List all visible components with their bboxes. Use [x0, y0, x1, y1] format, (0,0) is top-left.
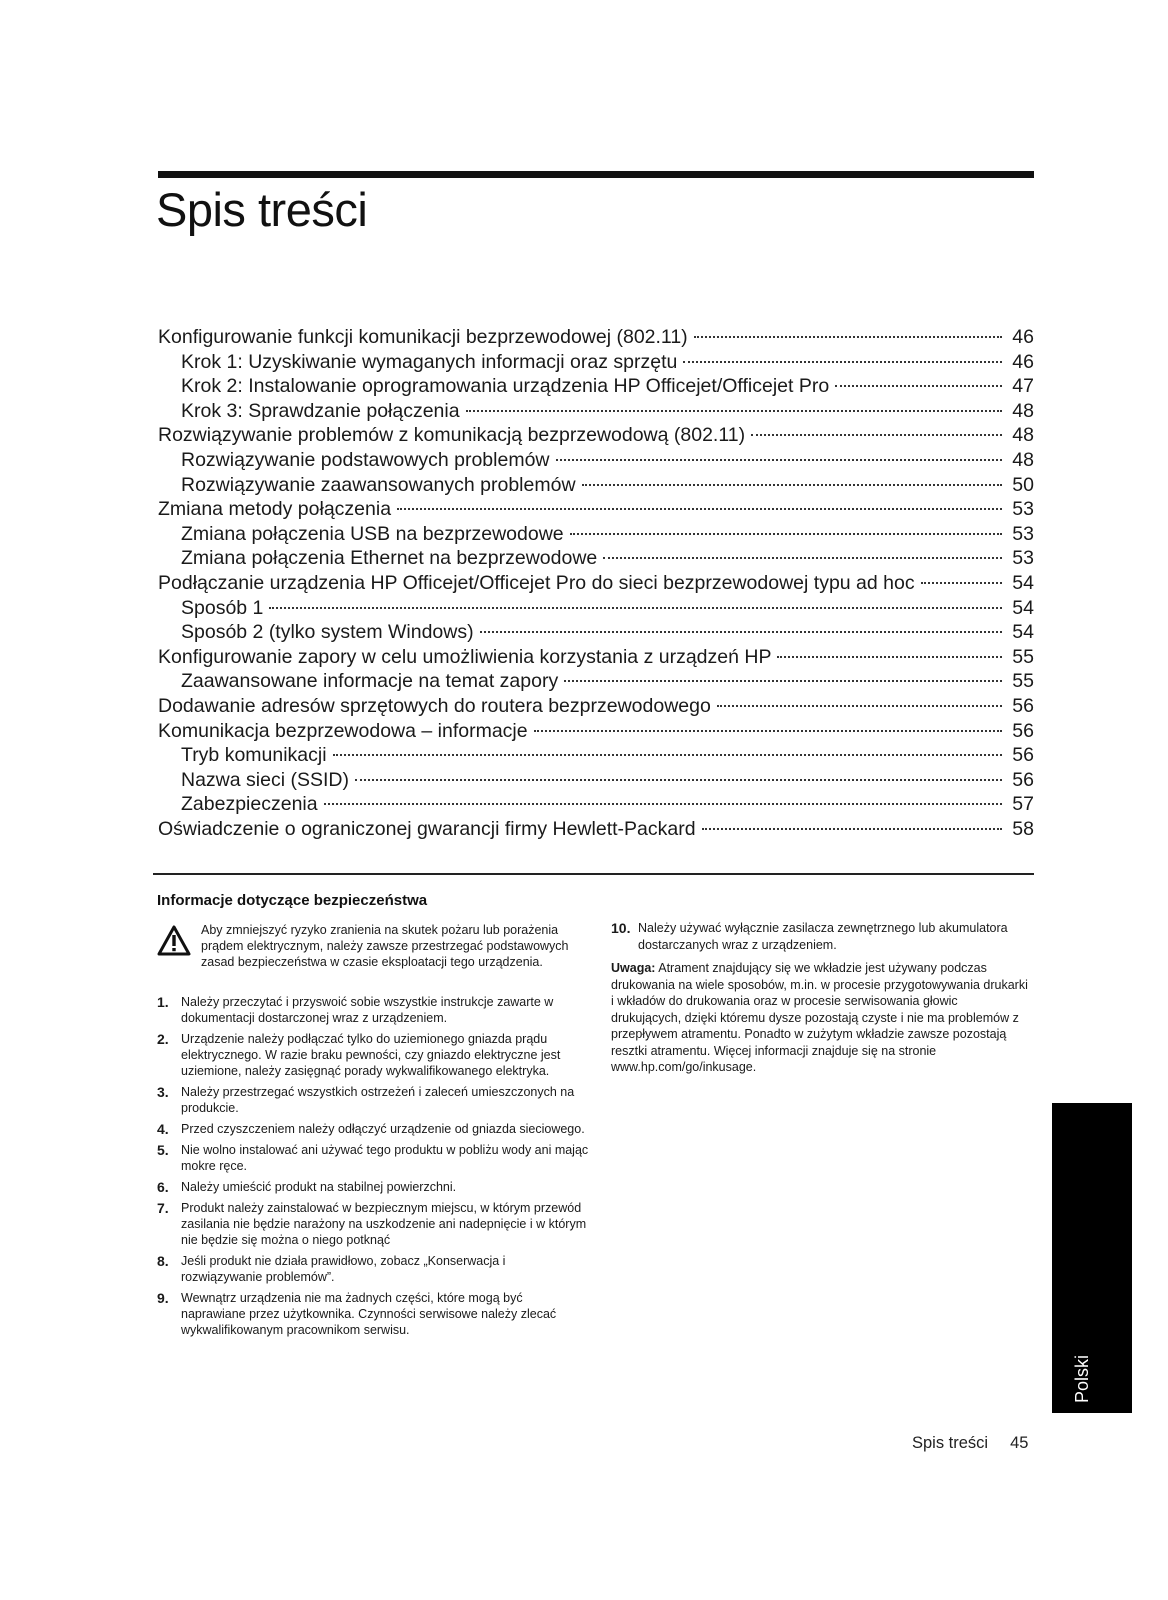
language-tab	[1052, 1103, 1132, 1413]
toc-entry-title: Rozwiązywanie problemów z komunikacją bezprzewodową (802.11)	[158, 424, 746, 447]
toc-entry	[158, 325, 1034, 350]
safety-item	[157, 994, 589, 1026]
toc-page-number: 56	[1012, 744, 1034, 767]
toc-entry-title: Konfigurowanie zapory w celu umożliwienia korzystania z urządzeń HP	[158, 645, 772, 668]
footer-page-number: 45	[1010, 1434, 1029, 1452]
safety-item-text: Należy używać wyłącznie zasilacza zewnętrznego lub akumulatora dostarczanych wraz z urządzeniem.	[638, 921, 1008, 952]
safety-item-number: 6.	[157, 1179, 169, 1195]
safety-item-number: 2.	[157, 1031, 169, 1047]
title-rule	[158, 171, 1034, 178]
toc-dot-leader	[466, 410, 1002, 412]
toc-entry-title: Zmiana metody połączenia	[158, 498, 392, 521]
toc-dot-leader	[603, 557, 1002, 559]
warning-text: Aby zmniejszyć ryzyko zranienia na skutek pożaru lub porażenia prądem elektrycznym, należy zawsze przestrzegać podstawowych zasad bezpieczeństwa w czasie eksploatacji tego urządzenia.	[201, 923, 569, 969]
toc-dot-leader	[921, 582, 1002, 584]
safety-item-number: 8.	[157, 1253, 169, 1269]
toc-page-number: 47	[1012, 375, 1034, 398]
safety-item	[157, 1084, 589, 1116]
page-title: Spis treści	[156, 183, 368, 236]
toc-page-number: 48	[1012, 448, 1034, 471]
safety-item-text: Urządzenie należy podłączać tylko do uziemionego gniazda prądu elektrycznego. W razie braku pewności, czy gniazdo elektryczne jest uziemione, należy zasięgnąć porady wykwalifikowanego elektryka.	[181, 1032, 561, 1078]
toc-page-number: 56	[1012, 768, 1034, 791]
footer-title: Spis treści	[912, 1434, 989, 1452]
section-divider	[153, 873, 1034, 875]
toc-entry-title: Zaawansowane informacje na temat zapory	[181, 670, 559, 693]
safety-item-text: Jeśli produkt nie działa prawidłowo, zobacz „Konserwacja i rozwiązywanie problemów”.	[181, 1254, 506, 1284]
toc-page-number: 56	[1012, 719, 1034, 742]
safety-list	[157, 994, 589, 1343]
toc-page-number: 57	[1012, 793, 1034, 816]
toc-entry	[158, 817, 1034, 842]
toc-entry-title: Rozwiązywanie zaawansowanych problemów	[181, 473, 576, 496]
toc-entry-title: Oświadczenie o ograniczonej gwarancji firmy Hewlett-Packard	[158, 817, 696, 840]
toc-page-number: 58	[1012, 817, 1034, 840]
toc-entry	[158, 423, 1034, 448]
safety-item-number: 3.	[157, 1084, 169, 1100]
safety-item-text: Należy przeczytać i przyswoić sobie wszystkie instrukcje zawarte w dokumentacji dostarczonej wraz z urządzeniem.	[181, 995, 554, 1025]
toc-entry	[158, 497, 1034, 522]
toc-entry-title: Zabezpieczenia	[181, 793, 318, 816]
toc-entry	[158, 719, 1034, 744]
toc-page-number: 48	[1012, 424, 1034, 447]
toc-entry-title: Konfigurowanie funkcji komunikacji bezprzewodowej (802.11)	[158, 326, 688, 348]
toc-page-number: 50	[1012, 473, 1034, 496]
safety-item-number: 1.	[157, 994, 169, 1010]
toc-page-number: 54	[1012, 621, 1034, 644]
toc-entry-title: Komunikacja bezprzewodowa – informacje	[158, 719, 528, 742]
safety-item-text: Przed czyszczeniem należy odłączyć urządzenie od gniazda sieciowego.	[181, 1122, 585, 1136]
safety-item	[157, 1253, 589, 1285]
toc-page-number: 55	[1012, 645, 1034, 668]
safety-item	[157, 1142, 589, 1174]
toc-entry-title: Zmiana połączenia USB na bezprzewodowe	[181, 522, 564, 545]
toc-entry-title: Tryb komunikacji	[181, 744, 327, 767]
safety-item	[157, 1031, 589, 1079]
safety-item	[157, 1121, 589, 1137]
safety-right-column	[611, 920, 1031, 1076]
toc-entry-title: Sposób 1	[181, 596, 264, 619]
toc-entry	[158, 546, 1034, 571]
toc-entry	[158, 596, 1034, 621]
toc-dot-leader	[694, 336, 1002, 338]
toc-entry-title: Rozwiązywanie podstawowych problemów	[181, 448, 550, 471]
toc-dot-leader	[751, 434, 1002, 436]
language-tab-label: Polski	[1072, 1354, 1092, 1403]
toc-dot-leader	[534, 730, 1002, 732]
toc-page-number: 46	[1012, 326, 1034, 348]
toc-entry	[158, 571, 1034, 596]
toc-dot-leader	[269, 607, 1002, 609]
toc-entry	[158, 399, 1034, 424]
toc-entry	[158, 522, 1034, 547]
safety-item-text: Wewnątrz urządzenia nie ma żadnych części, które mogą być naprawiane przez użytkownika. Czynności serwisowe należy zlecać wykwalifikowanym pracownikom serwisu.	[181, 1291, 557, 1337]
toc-entry	[158, 768, 1034, 793]
toc-entry-title: Zmiana połączenia Ethernet na bezprzewodowe	[181, 547, 598, 570]
toc-page-number: 53	[1012, 522, 1034, 545]
toc-entry	[158, 473, 1034, 498]
safety-item-text: Nie wolno instalować ani używać tego produktu w pobliżu wody ani mając mokre ręce.	[181, 1143, 589, 1173]
toc-page-number: 56	[1012, 694, 1034, 717]
toc-dot-leader	[564, 680, 1002, 682]
toc-dot-leader	[683, 361, 1002, 363]
toc-entry	[158, 743, 1034, 768]
toc-dot-leader	[702, 828, 1002, 830]
toc-entry-title: Krok 1: Uzyskiwanie wymaganych informacji oraz sprzętu	[181, 350, 678, 373]
toc-dot-leader	[556, 459, 1002, 461]
safety-item-number: 4.	[157, 1121, 169, 1137]
toc-entry-title: Krok 2: Instalowanie oprogramowania urządzenia HP Officejet/Officejet Pro	[181, 375, 830, 398]
toc-dot-leader	[397, 508, 1002, 510]
toc-page-number: 55	[1012, 670, 1034, 693]
toc-entry	[158, 448, 1034, 473]
safety-item	[157, 1179, 589, 1195]
page-footer	[912, 1434, 1028, 1453]
table-of-contents	[158, 325, 1034, 841]
toc-page-number: 46	[1012, 350, 1034, 373]
toc-dot-leader	[570, 533, 1002, 535]
toc-entry	[158, 669, 1034, 694]
safety-heading: Informacje dotyczące bezpieczeństwa	[157, 892, 428, 909]
toc-entry-title: Nazwa sieci (SSID)	[181, 768, 349, 791]
toc-entry-title: Krok 3: Sprawdzanie połączenia	[181, 399, 460, 422]
safety-item-number: 10.	[611, 920, 631, 936]
toc-dot-leader	[480, 631, 1002, 633]
safety-item-number: 9.	[157, 1290, 169, 1306]
note-body: Atrament znajdujący się we wkładzie jest używany podczas drukowania na wiele sposobów, m.in. w procesie przygotowywania drukarki i wkładów do drukowania oraz w procesie serwisowania głowic drukujących, dzięki któremu dysze pozostają czyste i nie ma problemów z przepływem atramentu. Ponadto w zużytym wkładzie zawsze pozostają resztki atramentu. Więcej informacji znajduje się na stronie www.hp.com/go/inkusage.	[611, 961, 1028, 1074]
toc-dot-leader	[582, 484, 1002, 486]
safety-item	[157, 1200, 589, 1248]
toc-dot-leader	[355, 779, 1002, 781]
toc-entry	[158, 374, 1034, 399]
toc-page-number: 53	[1012, 547, 1034, 570]
toc-entry	[158, 645, 1034, 670]
toc-page-number: 54	[1012, 571, 1034, 594]
toc-dot-leader	[777, 656, 1002, 658]
toc-page-number: 53	[1012, 498, 1034, 521]
note-label: Uwaga:	[611, 961, 656, 975]
toc-page-number: 54	[1012, 596, 1034, 619]
safety-item-text: Należy przestrzegać wszystkich ostrzeżeń i zaleceń umieszczonych na produkcie.	[181, 1085, 575, 1115]
toc-dot-leader	[835, 385, 1002, 387]
toc-entry	[158, 620, 1034, 645]
safety-item	[157, 1290, 589, 1338]
warning-triangle-icon	[157, 925, 191, 957]
safety-item-text: Należy umieścić produkt na stabilnej powierzchni.	[181, 1180, 457, 1194]
safety-item-number: 5.	[157, 1142, 169, 1158]
toc-dot-leader	[717, 705, 1002, 707]
toc-dot-leader	[324, 803, 1002, 805]
toc-entry	[158, 694, 1034, 719]
toc-entry-title: Podłączanie urządzenia HP Officejet/Officejet Pro do sieci bezprzewodowej typu ad hoc	[158, 571, 915, 594]
safety-item-number: 7.	[157, 1200, 169, 1216]
toc-entry-title: Dodawanie adresów sprzętowych do routera bezprzewodowego	[158, 694, 711, 717]
safety-item	[611, 920, 1031, 953]
ink-note	[611, 960, 1031, 1076]
toc-entry-title: Sposób 2 (tylko system Windows)	[181, 621, 474, 644]
toc-page-number: 48	[1012, 399, 1034, 422]
toc-entry	[158, 792, 1034, 817]
toc-entry	[158, 350, 1034, 375]
safety-item-text: Produkt należy zainstalować w bezpiecznym miejscu, w którym przewód zasilania nie będzie narażony na uszkodzenie ani nadepnięcie i w którym nie będzie się można o niego potknąć	[181, 1201, 587, 1247]
toc-dot-leader	[333, 754, 1002, 756]
